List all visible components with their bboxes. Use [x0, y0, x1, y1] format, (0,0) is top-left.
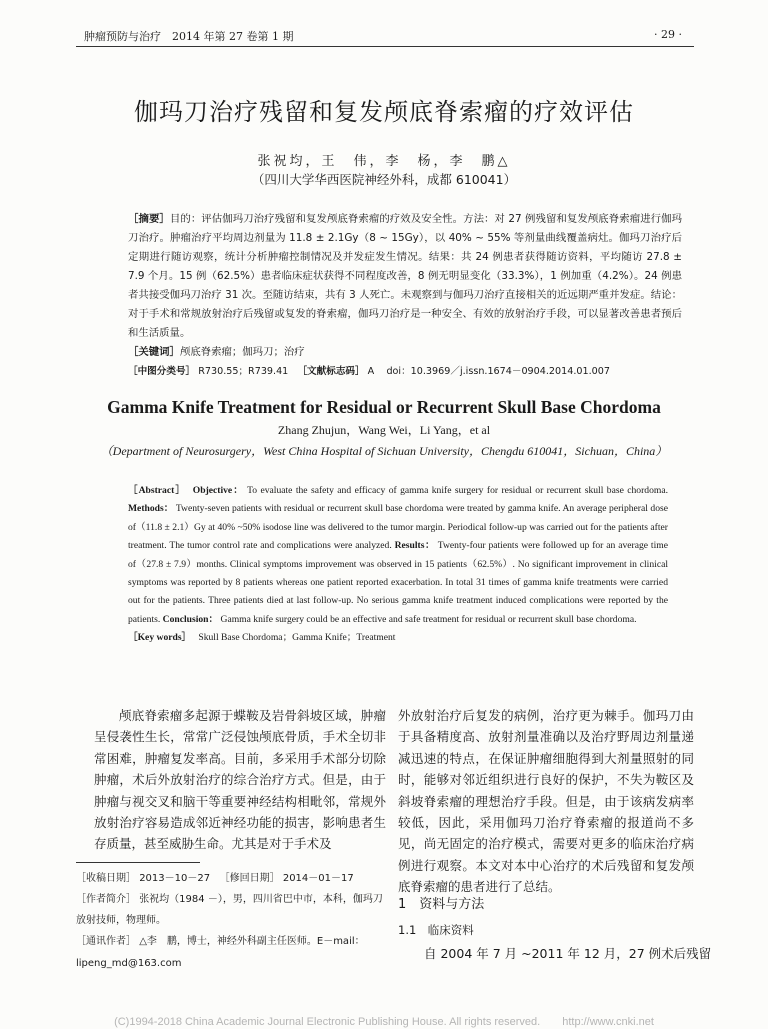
keywords-cn-text: 颅底脊索瘤；伽玛刀；治疗 — [179, 346, 305, 358]
author-intro-label: ［作者简介］ — [76, 894, 136, 905]
header-rule — [76, 46, 694, 47]
footnote-rule — [76, 862, 200, 863]
author-intro-text: 张祝均（1984 －），男，四川省巴中市，本科，伽玛刀放射技师，物理师。 — [76, 894, 383, 926]
title-en: Gamma Knife Treatment for Residual or Recurrent Skull Base Chordoma — [107, 397, 661, 417]
keywords-en-text: Skull Base Chordoma；Gamma Knife；Treatment — [198, 632, 396, 644]
doc-code-value: A — [367, 366, 375, 377]
clc-label: ［中图分类号］ — [128, 366, 196, 377]
conclusion-label: Conclusion： — [162, 613, 219, 625]
abstract-en-body — [128, 482, 668, 629]
received-label: ［收稿日期］ — [76, 873, 136, 884]
abstract-cn-label: ［摘要］ — [128, 213, 170, 225]
revised-label: ［修回日期］ — [219, 873, 280, 884]
body-column-right — [398, 705, 694, 898]
revised-date: 2014－01－17 — [282, 873, 354, 884]
doi: doi：10.3969／j.issn.1674－0904.2014.01.007 — [386, 366, 610, 377]
keywords-cn-label: ［关键词］ — [128, 346, 180, 358]
body-column-left — [94, 705, 386, 855]
received-date: 2013－10－27 — [139, 873, 211, 884]
affiliation-cn: （四川大学华西医院神经外科，成都 610041） — [251, 172, 517, 187]
title-cn: 伽玛刀治疗残留和复发颅底脊索瘤的疗效评估 — [134, 98, 634, 126]
corresponding-label: ［通讯作者］ — [76, 936, 136, 947]
abstract-en — [128, 482, 668, 648]
keywords-en-label: ［Key words］ — [128, 632, 192, 644]
classification-line — [128, 362, 682, 381]
doc-code-label: ［文献标志码］ — [297, 366, 365, 377]
authors-cn: 张祝均，王 伟，李 杨，李 鹏△ — [257, 154, 511, 169]
body-paragraph-left: 颅底脊索瘤多起源于蝶鞍及岩骨斜坡区域，肿瘤呈侵袭性生长，常常广泛侵蚀颅底骨质，手术全切非常困难，肿瘤复发率高。目前，多采用手术部分切除肿瘤，术后外放射治疗的综合治疗方式。但是，由于肿瘤与视交叉和脑干等重要神经结构相毗邻，常规外放射治疗容易造成邻近神经功能的损害，影响患者生存质量，甚至威胁生命。尤其是对于手术及 — [94, 708, 386, 852]
keywords-cn — [128, 343, 682, 362]
results-text: Twenty-four patients were followed up for an average time of（27.8 ± 7.9）months. Clinical symptoms improvement was observed in 15 patients（62.5%）. No significant improvement in clinical symptoms was reported by 8 patients whereas one patient reported exacerbation. In total 31 times of gamma knife treatments were carried out for the patients. Three patients died at last follow-up. No serious gamma knife treatment induced complications were reported by the patients. — [128, 540, 668, 625]
footnote — [76, 868, 384, 975]
copyright-watermark: (C)1994-2018 China Academic Journal Electronic Publishing House. All rights reserved. http://www.cnki.net — [114, 1016, 654, 1028]
keywords-en — [128, 629, 668, 647]
footnote-corresponding — [76, 931, 384, 975]
methods-text: Twenty-seven patients with residual or recurrent skull base chordoma were treated by gamma knife. An average peripheral dose of（11.8 ± 2.1）Gy at 40% ~50% isodose line was delivered to the tumor margin. Periodical follow-up was carried out for the patients after treatment. The tumor control rate and complications were analyzed. — [128, 503, 668, 552]
abstract-cn-text: 目的：评估伽玛刀治疗残留和复发颅底脊索瘤的疗效及安全性。方法：对 27 例残留和复发颅底脊索瘤进行伽玛刀治疗。肿瘤治疗平均周边剂量为 11.8 ± 2.1Gy（8 ~ 15Gy），以 40% ~ 55% 等剂量曲线覆盖病灶。伽玛刀治疗后定期进行随访观察，统计分析肿瘤控制情况及并发症发生情况。结果：共 24 例患者获得随访资料，平均随访 27.8 ± 7.9 个月。15 例（62.5%）患者临床症状获得不同程度改善，8 例无明显变化（33.3%），1 例加重（4.2%）。24 例患者共接受伽玛刀治疗 31 次。至随访结束，共有 3 人死亡。未观察到与伽玛刀治疗直接相关的近远期严重并发症。结论：对于手术和常规放射治疗后残留或复发的脊索瘤，伽玛刀治疗是一种安全、有效的放射治疗手段，可以显著改善患者预后和生活质量。 — [128, 213, 682, 339]
body-continuation: 自 2004 年 7 月 ~2011 年 12 月，27 例术后残留 — [424, 946, 712, 961]
results-label: Results： — [394, 540, 436, 552]
footnote-author — [76, 889, 384, 931]
footnote-dates — [76, 868, 384, 889]
section-heading: 1 资料与方法 — [398, 897, 485, 912]
methods-label: Methods： — [128, 503, 174, 515]
subsection-heading: 1.1 临床资料 — [398, 923, 474, 937]
objective-text: To evaluate the safety and efficacy of gamma knife surgery for residual or recurrent skull base chordoma. — [247, 485, 668, 496]
conclusion-text: Gamma knife surgery could be an effective and safe treatment for residual or recurrent skull base chordoma. — [220, 613, 637, 625]
authors-en: Zhang Zhujun，Wang Wei，Li Yang，et al — [277, 423, 491, 437]
affiliation-en: （Department of Neurosurgery，West China Hospital of Sichuan University，Chengdu 610041，Sichuan，China） — [100, 444, 668, 458]
abstract-cn-body — [128, 210, 682, 343]
body-paragraph-right: 外放射治疗后复发的病例，治疗更为棘手。伽玛刀由于具备精度高、放射剂量准确以及治疗野周边剂量递减迅速的特点，在保证肿瘤细胞得到大剂量照射的同时，能够对邻近组织进行良好的保护，不失为鞍区及斜坡脊索瘤的理想治疗手段。但是，由于该病发病率较低，因此，采用伽玛刀治疗脊索瘤的报道尚不多见，尚无固定的治疗模式，需要对更多的临床治疗病例进行观察。本文对本中心治疗的术后残留和复发颅底脊索瘤的患者进行了总结。 — [398, 708, 694, 895]
objective-label: Objective： — [192, 485, 244, 496]
abstract-en-label: ［Abstract］ — [128, 485, 186, 496]
abstract-cn — [128, 210, 682, 381]
clc-value: R730.55；R739.41 — [198, 366, 289, 377]
page-number: · 29 · — [654, 28, 682, 41]
corresponding-text: △李 鹏，博士，神经外科副主任医师。E－mail：lipeng_md@163.com — [76, 936, 365, 969]
journal-header: 肿瘤预防与治疗 2014 年第 27 卷第 1 期 — [84, 30, 294, 43]
